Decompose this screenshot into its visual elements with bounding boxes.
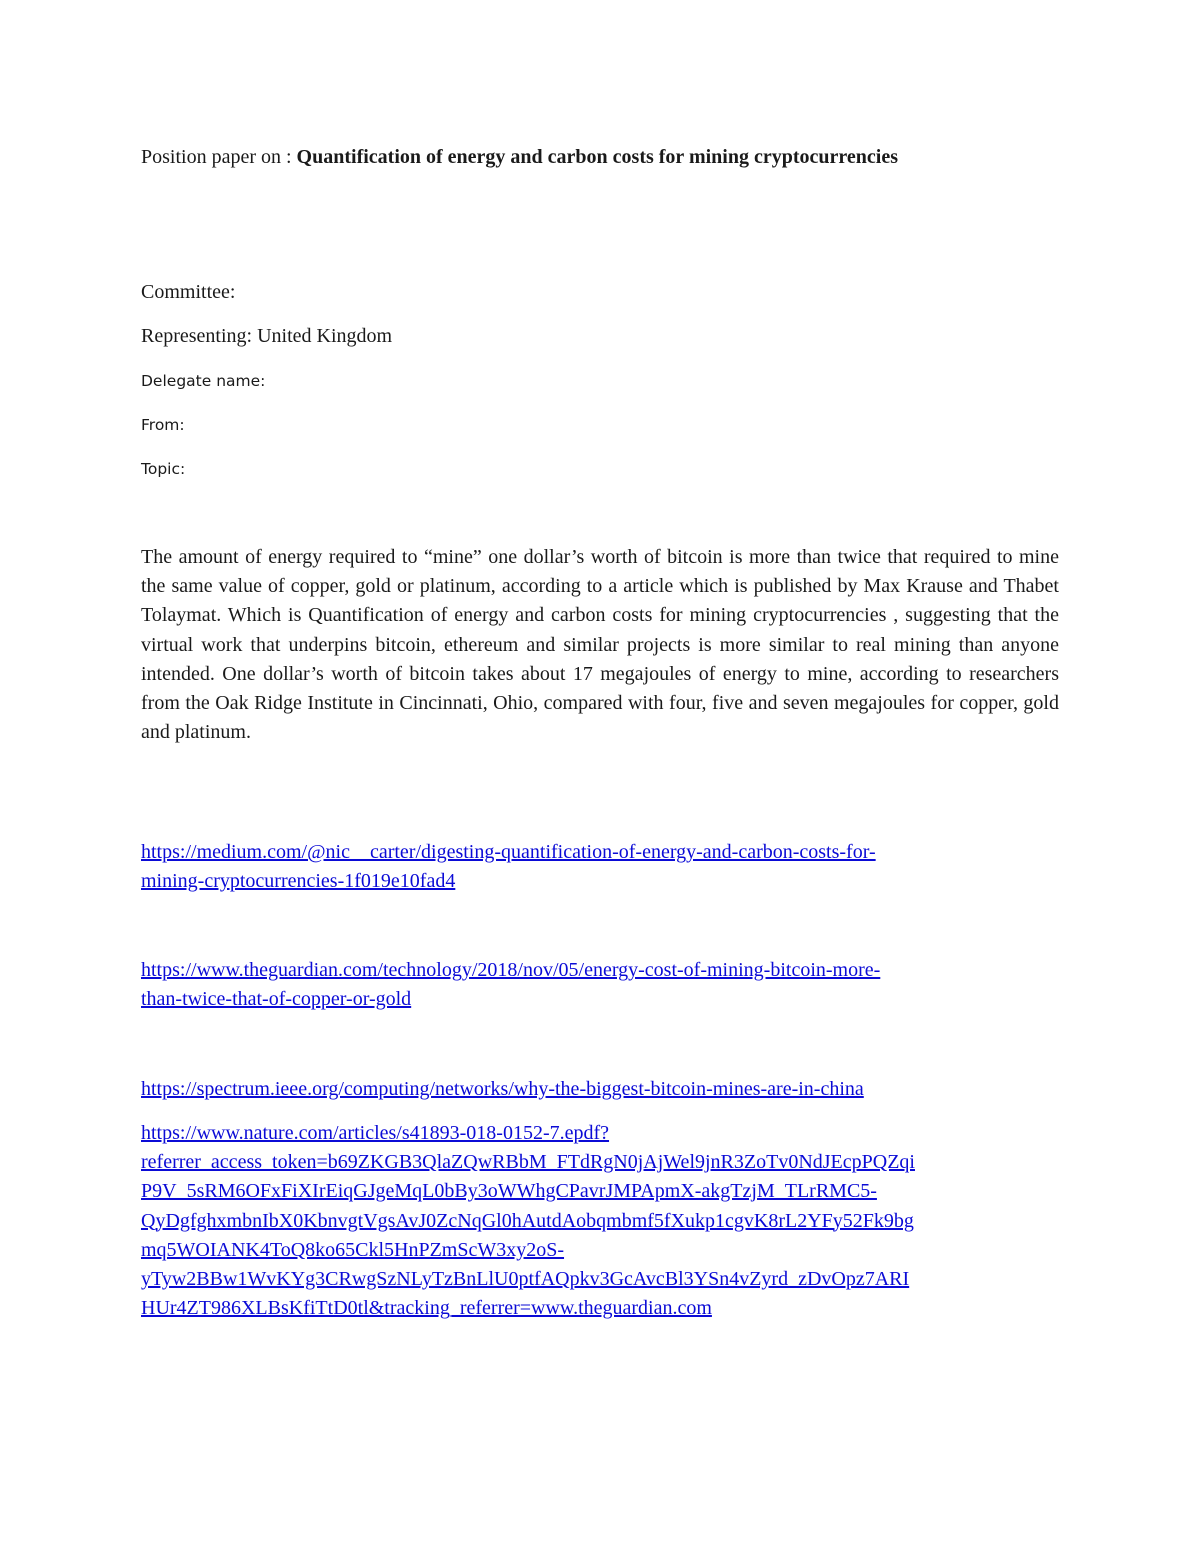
title-topic: Quantification of energy and carbon costs for mining cryptocurrencies [296, 146, 898, 168]
committee-field: Committee: [141, 281, 236, 303]
representing-field: Representing: United Kingdom [141, 325, 393, 347]
spectrum-link[interactable] [141, 1075, 1061, 1104]
medium-link[interactable] [141, 838, 1061, 896]
nature-link-line-7[interactable]: HUr4ZT986XLBsKfiTtD0tl&tracking_referrer=www.theguardian.com [141, 1297, 712, 1320]
nature-link-line-3[interactable]: P9V_5sRM6OFxFiXIrEiqGJgeMqL0bBy3oWWhgCPavrJMPApmX-akgTzjM_TLrRMC5- [141, 1180, 877, 1203]
guardian-link[interactable] [141, 956, 1061, 1014]
nature-link-line-5[interactable]: mq5WOIANK4ToQ8ko65Ckl5HnPZmScW3xy2oS- [141, 1238, 565, 1261]
spectrum-link-line-1[interactable]: https://spectrum.ieee.org/computing/networks/why-the-biggest-bitcoin-mines-are-in-china [141, 1078, 864, 1100]
delegate-name-field: Delegate name: [141, 372, 266, 390]
nature-link-line-1[interactable]: https://www.nature.com/articles/s41893-018-0152-7.epdf? [141, 1122, 610, 1144]
document-title [141, 142, 1101, 172]
topic-field: Topic: [141, 460, 186, 478]
medium-link-line-1[interactable]: https://medium.com/@nic__carter/digesting-quantification-of-energy-and-carbon-costs-for- [141, 841, 876, 863]
from-field: From: [141, 416, 185, 434]
guardian-link-line-2[interactable]: than-twice-that-of-copper-or-gold [141, 988, 412, 1011]
nature-link-line-4[interactable]: QyDgfghxmbnIbX0KbnvgtVgsAvJ0ZcNqGl0hAutdAobqmbmf5fXukp1cgvK8rL2YFy52Fk9bg [141, 1209, 914, 1232]
nature-link[interactable] [141, 1119, 1061, 1323]
nature-link-line-2[interactable]: referrer_access_token=b69ZKGB3QlaZQwRBbM_FTdRgN0jAjWel9jnR3ZoTv0NdJEcpPQZqi [141, 1151, 915, 1174]
medium-link-line-2[interactable]: mining-cryptocurrencies-1f019e10fad4 [141, 870, 456, 893]
body-paragraph: The amount of energy required to “mine” one dollar’s worth of bitcoin is more than twice that required to mine the same value of copper, gold or platinum, according to a article which is published by Max Krause and Thabet Tolaymat. Which is Quantification of energy and carbon costs for mining cryptocurrencies , suggesting that the virtual work that underpins bitcoin, ethereum and similar projects is more similar to real mining than anyone intended. One dollar’s worth of bitcoin takes about 17 megajoules of energy to mine, according to researchers from the Oak Ridge Institute in Cincinnati, Ohio, compared with four, five and seven megajoules for copper, gold and platinum. [141, 546, 1059, 744]
nature-link-line-6[interactable]: yTyw2BBw1WvKYg3CRwgSzNLyTzBnLlU0ptfAQpkv3GcAvcBl3YSn4vZyrd_zDvOpz7ARI [141, 1268, 910, 1291]
guardian-link-line-1[interactable]: https://www.theguardian.com/technology/2018/nov/05/energy-cost-of-mining-bitcoin-more- [141, 959, 881, 981]
title-prefix: Position paper on : [141, 146, 297, 168]
